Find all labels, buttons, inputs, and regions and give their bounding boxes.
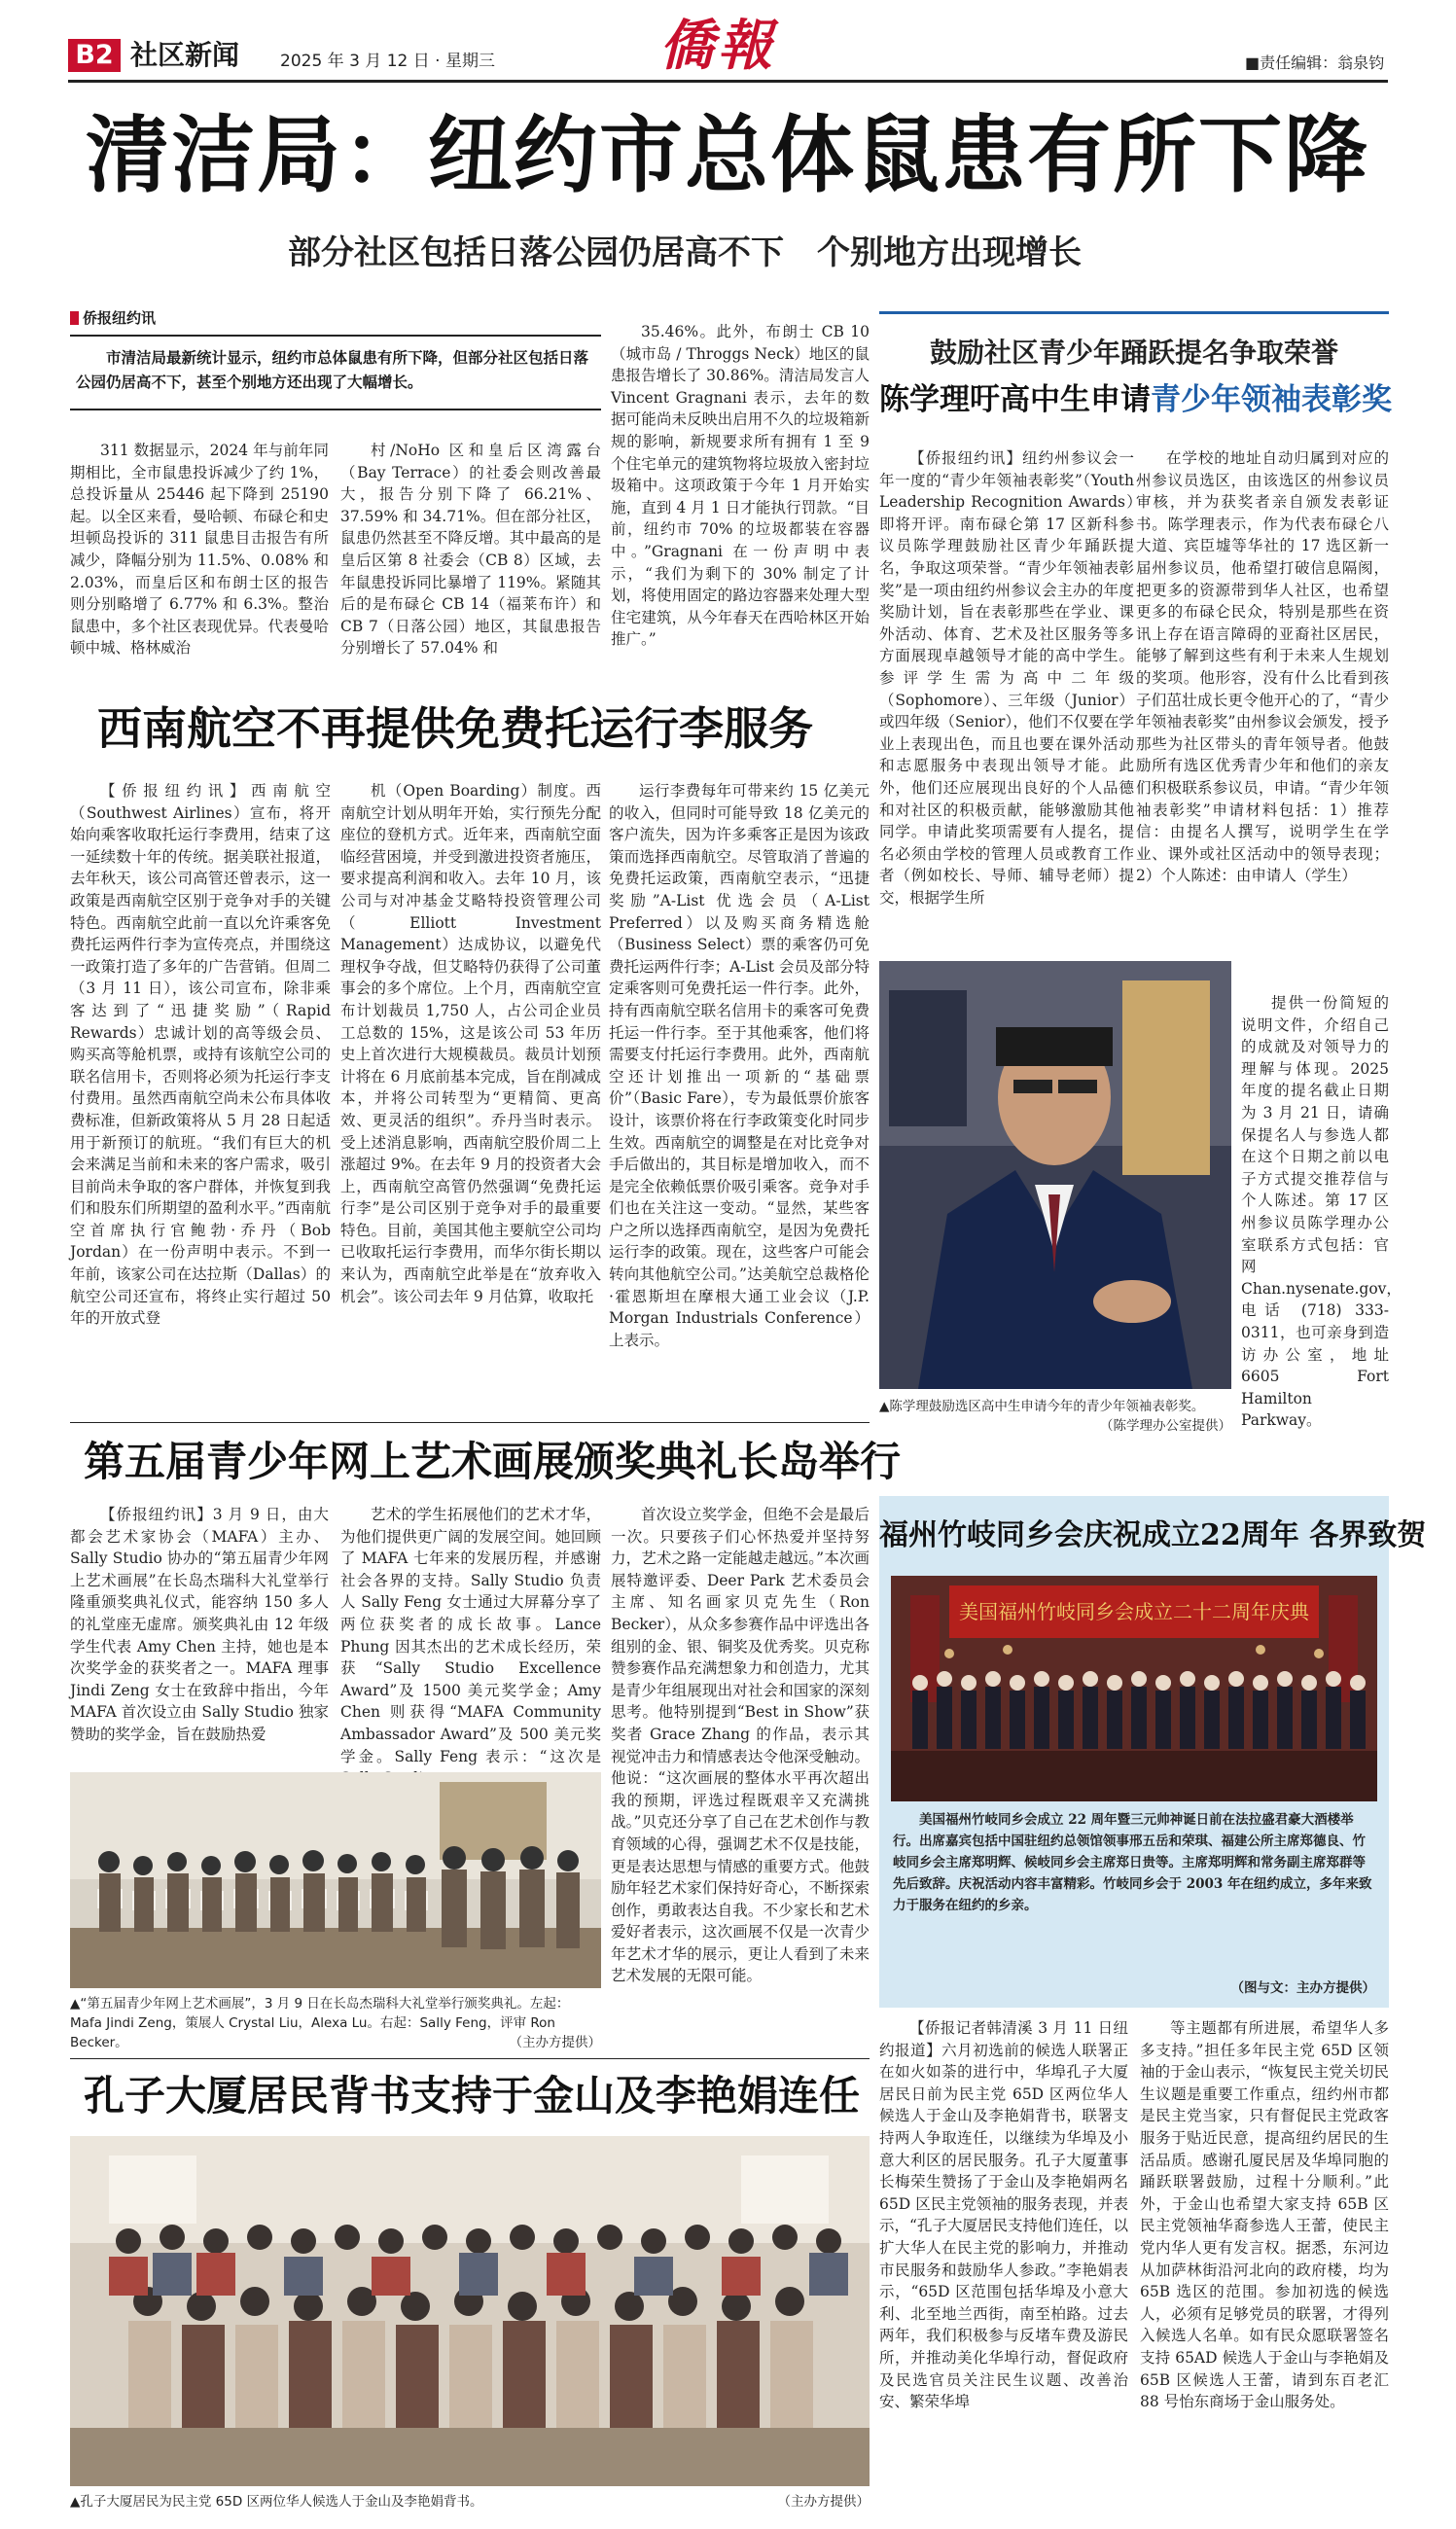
southwest-divider (70, 1422, 870, 1423)
fuzhou-credit: （图与文：主办方提供） (1230, 1980, 1375, 1996)
lead-headline: 清洁局：纽约市总体鼠患有所下降 (86, 107, 1369, 204)
art-body-col1: 【侨报纽约讯】3 月 9 日，由大都会艺术家协会（MAFA）主办、Sally Studio 协办的“第五届青少年网上艺术画展”在长岛杰瑞科大礼堂举行隆重颁奖典礼仪式，能容纳 150 多人的礼堂座无虚席。颁奖典礼由 12 年级学生代表 Amy Chen 主持，她也是本次奖学金的获奖者之一。MAFA 理事 Jindi Zeng 女士在致辞中指出，今年 MAFA 首次设立由 Sally Studio 独家赞助的奖学金，旨在鼓励热爱 (70, 1506, 329, 1743)
youth-kicker: 鼓励社区青少年踊跃提名争取荣誉 (929, 337, 1338, 369)
confucius-body-col2: 等主题都有所进展，希望华人多多支持。”担任多年民主党 65D 区领袖的于金山表示，“恢复民主党关切民生议题是重要工作重点，纽约州市都是民主党当家，只有督促民主党政客服务于贴近民意，提高纽约居民的生活品质。感谢孔厦民居及华埠同胞的踊跃联署鼓励，过程十分顺利。”此外，于金山也希望大家支持 65B 区民主党领袖华裔参选人王蕾，使民主党内华人更有发言权。据悉，东河边从加萨林街沿河北向的政府楼，均为 65B 选区的范围。参加初选的候选人，必须有足够党员的联署，才得列入候选人名单。如有民众愿联署签名支持 65AD 候选人于金山与李艳娟及 65B 区候选人王蕾，请到东百老汇 88 号怡东商场于金山服务处。 (1140, 2019, 1389, 2411)
editor-credit: ■责任编辑：翁泉钧 (1245, 53, 1385, 72)
confucius-photo-caption: ▲孔子大厦居民为民主党 65D 区两位华人候选人于金山及李艳娟背书。 （主办方提供） (70, 2494, 870, 2510)
southwest-body-col1: 【侨报纽约讯】西南航空（Southwest Airlines）宣布，将开始向乘客收取托运行李费用，结束了这一延续数十年的传统。据美联社报道，去年秋天，该公司高管还曾表示，这一政策是西南航空区别于竞争对手的关键特色。西南航空此前一直以允许乘客免费托运两件行李为宣传亮点，并围绕这一政策打造了多年的广告营销。但周二（3 月 11 日），该公司宣布，除非乘客达到了“迅捷奖励”（Rapid Rewards）忠诚计划的高等级会员、购买高等舱机票，或持有该航空公司的联名信用卡，否则将必须为托运行李支付费用。虽然西南航空尚未公布具体收费标准，但新政策将从 5 月 28 日起适用于新预订的航班。“我们有巨大的机会来满足当前和未来的客户需求，吸引目前尚未争取的客户群体，并恢复到我们和股东们所期望的盈利水平。”西南航空首席执行官鲍勃·乔丹（Bob Jordan）在一份声明中表示。不到一年前，该家公司在达拉斯（Dallas）的航空公司还宣布，将终止实行超过 50 年的开放式登 (70, 782, 331, 1328)
fuzhou-headline: 福州竹岐同乡会庆祝成立22周年 各界致贺 (879, 1518, 1427, 1552)
fuzhou-caption: 美国福州竹岐同乡会成立 22 周年暨三元帅神诞日前在法拉盛君豪大酒楼举行。出席嘉宾包括中国驻纽约总领馆领事邢五岳和荣琪、福建公所主席郑德良、竹岐同乡会主席郑明辉、候岐同乡会主席郑日贵等。主席郑明辉和常务副主席郑群等先后致辞。庆祝活动内容丰富精彩。竹岐同乡会于 2003 年在纽约成立，多年来致力于服务在纽约的乡亲。 (893, 1812, 1372, 1913)
art-divider (70, 2058, 870, 2059)
art-body-col3: 首次设立奖学金，但绝不会是最后一次。只要孩子们心怀热爱并坚持努力，艺术之路一定能越走越远。”本次画展特邀评委、Deer Park 艺术委员会主席、知名画家贝克先生（Ron Becker），从众多参赛作品中评选出各组别的金、银、铜奖及优秀奖。贝克称赞参赛作品充满想象力和创造力，尤其是青少年组展现出对社会和国家的深刻思考。他特别提到“Best in Show”获奖者 Grace Zhang 的作品，表示其视觉冲击力和情感表达令他深受触动。他说：“这次画展的整体水平再次超出我的预期，评选过程既艰辛又充满挑战。”贝克还分享了自己在艺术创作与教育领域的心得，强调艺术不仅是技能，更是表达思想与情感的重要方式。他鼓励年轻艺术家们保持好奇心，不断探索创作，勇敢表达自我。不少家长和艺术爱好者表示，这次画展不仅是一次青少年艺术才华的展示，更让人看到了未来艺术发展的无限可能。 (611, 1506, 870, 1985)
southwest-body-col2: 机（Open Boarding）制度。西南航空计划从明年开始，实行预先分配座位的登机方式。近年来，西南航空面临经营困境，并受到激进投资者施压，要求提高利润和收入。去年 10 月，该公司与对冲基金艾略特投资管理公司（Elliott Investment Management）达成协议，以避免代理权争夺战，但艾略特仍获得了公司董事会的多个席位。上个月，西南航空宣布计划裁员 1,750 人，占公司企业员工总数的 15%，这是该公司 53 年历史上首次进行大规模裁员。裁员计划预计将在 6 月底前基本完成，旨在削减成本，并将公司转型为“更精简、更高效、更灵活的组织”。乔丹当时表示。受上述消息影响，西南航空股价周二上涨超过 9%。在去年 9 月的投资者大会上，西南航空高管仍然强调“免费托运行李”是公司区别于竞争对手的最重要特色。目前，美国其他主要航空公司均已收取托运行李费用，而华尔街长期以来认为，西南航空此举是在“放弃收入机会”。该公司去年 9 月估算，收取托 (340, 782, 601, 1305)
senator-portrait (879, 961, 1231, 1389)
lead-body-col2: 村/NoHo 区和皇后区湾露台（Bay Terrace）的社委会则改善最大，报告分别下降了 66.21%、37.59% 和 34.71%。但在部分社区，鼠患仍然甚至不降反增。其中最高的是皇后区第 8 社委会（CB 8）区域，去年鼠患投诉同比暴增了 119%。紧随其后的是布碌仑 CB 14（福莱布许）和 CB 7（日落公园）地区，其鼠患报告分别增长了 57.04% 和 (340, 442, 601, 658)
art-photo-caption: ▲“第五届青少年网上艺术画展”，3 月 9 日在长岛杰瑞科大礼堂举行颁奖典礼。左起：Mafa Jindi Zeng，策展人 Crystal Liu，Alexa Lu。右起：Sally Feng，评审 Ron Becker。 （主办方提供） (70, 1996, 601, 2050)
confucius-group-photo (70, 2136, 870, 2486)
fuzhou-banquet-photo (891, 1576, 1377, 1801)
southwest-headline: 西南航空不再提供免费托运行李服务 (97, 702, 813, 755)
section-title: 社区新闻 (130, 39, 240, 71)
fuzhou-stage-banner: 美国福州竹岐同乡会成立二十二周年庆典 (959, 1600, 1309, 1623)
lead-summary-box (70, 335, 601, 410)
art-body-col2: 艺术的学生拓展他们的艺术才华，为他们提供更广阔的发展空间。她回顾了 MAFA 七年来的发展历程，并感谢社会各界的支持。Sally Studio 负责人 Sally Feng 女士通过大屏幕分享了两位获奖者的成长故事。Lance Phung 因其杰出的艺术成长经历，荣获“Sally Studio Excellence Award”及 1500 美元奖学金；Amy Chen 则获得“MAFA Community Ambassador Award”及 500 美元奖学金。Sally Feng 表示：“这次是 (340, 1506, 601, 1765)
youth-headline: 陈学理吁高中生申请青少年领袖表彰奖 (879, 382, 1392, 417)
lead-body-col3: 35.46%。此外，布朗士 CB 10（城市岛 / Throggs Neck）地区的鼠患报告增长了 30.86%。清洁局发言人 Vincent Gragnani 表示，去年的数据可能尚未反映出启用不久的垃圾箱新规的影响，新规要求所有拥有 1 至 9 个住宅单元的建筑物将垃圾放入密封垃圾箱中。这项政策于今年 1 月开始实施，直到 4 月 1 日才能执行罚款。“目前，纽约市 70% 的垃圾都装在容器中。”Gragnani 在一份声明中表示，“我们为剩下的 30% 制定了计划，将使用固定的路边容器来处理大型住宅建筑，从今年春天在西哈林区开始推广。” (611, 323, 870, 649)
confucius-body-col1: 【侨报记者韩清溪 3 月 11 日纽约报道】六月初选前的候选人联署正在如火如荼的进行中，华埠孔子大厦居民日前为民主党 65D 区两位华人候选人于金山及李艳娟背书，联署支持两人争取连任，以继续为华埠及小意大利区的居民服务。孔子大厦董事长梅荣生赞扬了于金山及李艳娟两名 65D 区民主党领袖的服务表现，并表示，“孔子大厦居民支持他们连任，以扩大华人在民主党的影响力，并推动市民服务和鼓励华人参政。”李艳娟表示，“65D 区范围包括华埠及小意大利、北至地兰西街，南至柏路。过去两年，我们积极参与反堵车费及游民所，并推动美化华埠行动，督促政府及民选官员关注民生议题、改善治安、繁荣华埠 (879, 2019, 1128, 2411)
senator-photo-caption: ▲陈学理鼓励选区高中生申请今年的青少年领袖表彰奖。 （陈学理办公室提供） (879, 1399, 1231, 1434)
lead-body-col1: 311 数据显示，2024 年与前年同期相比，全市鼠患投诉减少了约 1%，总投诉量从 25446 起下降到 25190 起。以全区来看，曼哈顿、布碌仑和史坦顿岛投诉的 311 鼠患目击报告有所减少，降幅分别为 11.5%、0.08% 和 2.03%，而皇后区和布朗士区的报告则分别略增了 6.77% 和 6.3%。整治鼠患中，多个社区表现优异。代表曼哈顿中城、格林威治 (70, 442, 329, 658)
art-award-photo (70, 1772, 601, 1988)
confucius-headline: 孔子大厦居民背书支持于金山及李艳娟连任 (84, 2072, 861, 2119)
header-rule (68, 80, 1388, 83)
newspaper-logo: 僑報 (659, 14, 776, 78)
youth-body-col2: 在学校的地址自动归属到对应的州参议员选区，由该选区的州参议员审核，并为获奖者亲自颁发表彰证书。陈学理表示，作为代表布碌仑八大道、宾臣墟等华社的 17 选区新一届州参议员，他希望打破信息隔阂，把更多的资源带到华人社区，也希望更多的布碌仑民众，特别是那些在资讯上存在语言障碍的亚裔社区居民，能够了解到这些有利于未来人生规划的奖项。他形容，没有什么比看到孩子们茁壮成长更令他开心的了，“青少年领袖表彰奖”由州参议会颁发，授予那些为社区带头的青年领导者。他鼓励所有选区优秀青少年和他们的亲友们积极联系参议员，申请。“青少年领袖表彰奖”申请材料包括：1）推荐信：由提名人撰写，说明学生在学业、课外或社区活动中的领导表现；2）个人陈述：由申请人（学生） (1136, 449, 1389, 885)
youth-body-col2b: 提供一份简短的说明文件，介绍自己的成就及对领导力的理解与体现。2025 年度的提名截止日期为 3 月 21 日，请确保提名人与参选人都在这个日期之前以电子方式提交推荐信与个人陈述。第 17 区州参议员陈学理办公室联系方式包括：官网 Chan.nysenate.gov，电话 (718) 333-0311，也可亲身到造访办公室，地址 6605 Fort Hamilton Parkway。 (1241, 994, 1402, 1430)
page-header (0, 0, 1456, 80)
lead-subhead: 部分社区包括日落公园仍居高不下 个别地方出现增长 (288, 233, 1082, 272)
art-headline: 第五届青少年网上艺术画展颁奖典礼长岛举行 (84, 1438, 902, 1485)
southwest-body-col3: 运行李费每年可带来约 15 亿美元的收入，但同时可能导致 18 亿美元的客户流失，因为许多乘客正是因为该政策而选择西南航空。尽管取消了普遍的免费托运政策，西南航空表示，“迅捷奖励”A-List 优选会员（A-List Preferred）以及购买商务精选舱（Business Select）票的乘客仍可免费托运两件行李；A-List 会员及部分特定乘客则可免费托运一件行李。此外，持有西南航空联名信用卡的乘客可免费托运一件行李。至于其他乘客，他们将需要支付托运行李费用。此外，西南航空还计划推出一项新的“基础票价”（Basic Fare），专为最低票价旅客设计，该票价将在行李政策变化时同步生效。西南航空的调整是在对比竞争对手后做出的，其目标是增加收入，而不是完全依赖低票价吸引乘客。竞争对手们也在关注这一变动。“显然，某些客户之所以选择西南航空，是因为免费托运行李的政策。现在，这些客户可能会转向其他航空公司。”达美航空总裁格伦·霍恩斯坦在摩根大通工业会议（J.P. Morgan Industrials Conference）上表示。 (609, 782, 870, 1349)
lead-source-tag: 侨报纽约讯 (70, 307, 156, 328)
lead-summary: 市清洁局最新统计显示，纽约市总体鼠患有所下降，但部分社区包括日落公园仍居高不下，甚至个别地方还出现了大幅增长。 (76, 349, 589, 391)
issue-date: 2025 年 3 月 12 日 · 星期三 (280, 52, 495, 71)
fuzhou-box (879, 1496, 1427, 2008)
page-code-badge: B2 (68, 39, 121, 72)
youth-body-col1: 【侨报纽约讯】纽约州参议会一年一度的“青少年领袖表彰奖”（Youth Leadership Recognition Awards）即将开评。南布碌仑第 17 区新科参议员陈学理鼓励社区青少年踊跃提名，争取这项荣誉。“青少年领袖表彰奖”是一项由纽约州参议会主办的年度奖励计划，旨在表彰那些在学业、课外活动、体育、艺术及社区服务等多方面展现卓越领导才能的高中学生。参评学生需为高中二年级（Sophomore）、三年级（Junior）或四年级（Senior），他们不仅要在学业上表现出色，而且也要在课外活动和志愿服务中表现出领导才能。此外，他们还应展现出良好的个人品德和对社区的积极贡献，能够激励其他同学。申请此奖项需要有人提名，提名必须由学校的管理人员或教育工作者（例如校长、导师、辅导老师）提交，根据学生所 (879, 449, 1134, 907)
